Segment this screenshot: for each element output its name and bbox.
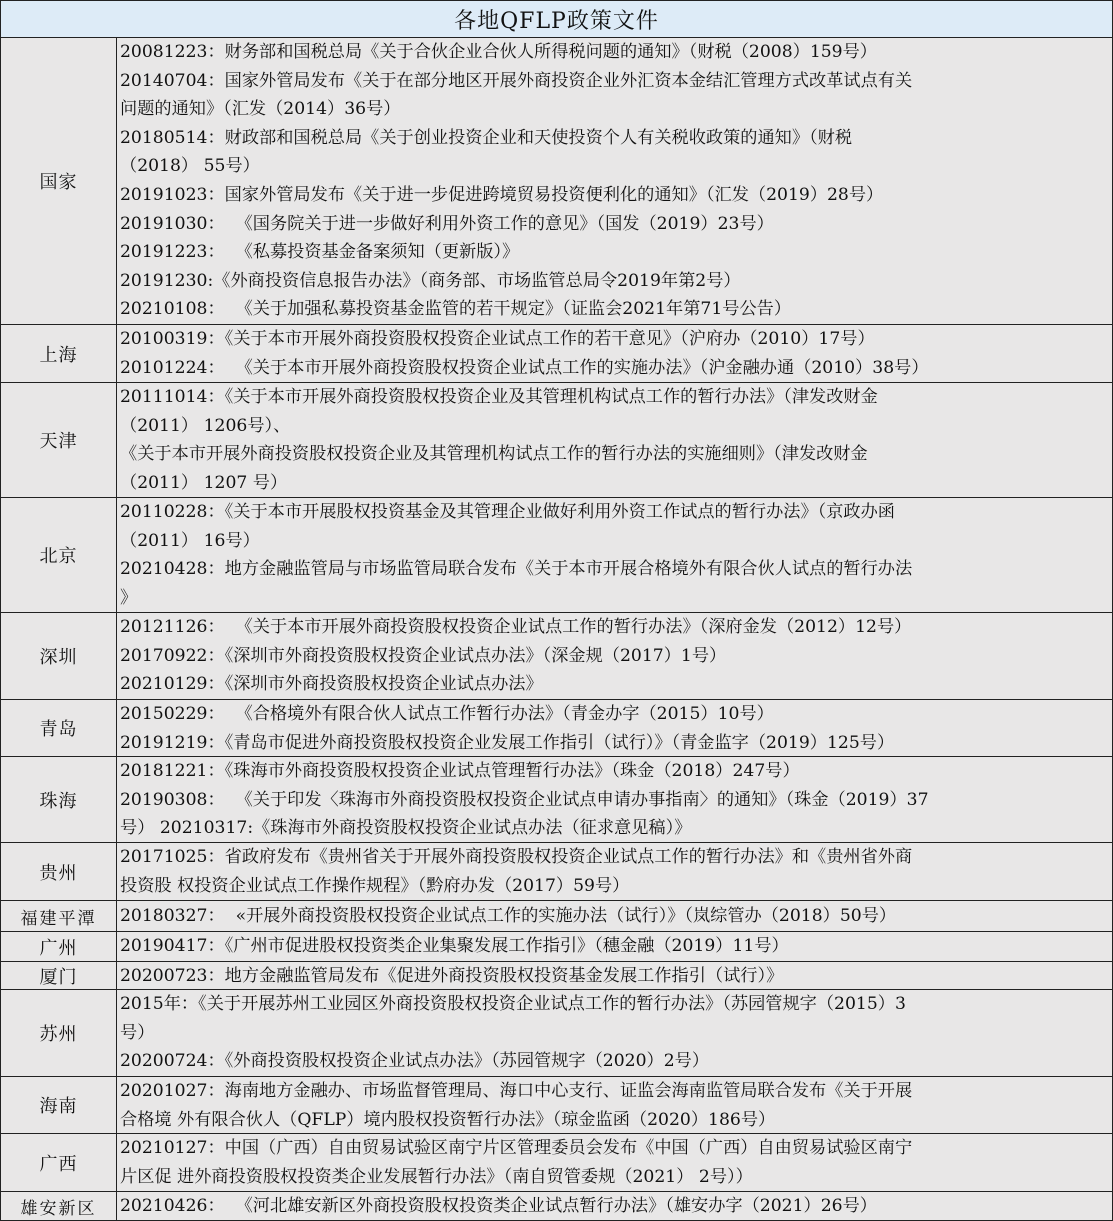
document-line: 20210127：中国（广西）自由贸易试验区南宁片区管理委员会发布《中国（广西）自由贸易试验区南宁	[120, 1138, 913, 1158]
document-line: 20190417：《广州市促进股权投资类企业集聚发展工作指引》（穗金融（2019）11号）	[120, 936, 789, 957]
document-line: 合格境 外有限合伙人（QFLP）境内股权投资暂行办法》（琼金监函（2020）186号）	[120, 1109, 776, 1130]
document-line: 投资股 权投资企业试点工作操作规程》（黔府办发（2017）59号）	[120, 875, 630, 896]
document-line: 20191230:《外商投资信息报告办法》（商务部、市场监管总局令2019年第2号）	[120, 270, 741, 291]
documents-cell	[117, 932, 1112, 961]
documents-cell	[117, 325, 1112, 382]
region-cell: 上海	[1, 325, 117, 382]
document-line: （2018） 55号）	[120, 156, 260, 177]
region-cell: 珠海	[1, 757, 117, 842]
documents-cell	[117, 843, 1112, 900]
document-line: 20210426： 《河北雄安新区外商投资股权投资类企业试点暂行办法》（雄安办字（2021）26号）	[120, 1196, 877, 1216]
document-line: 20191223： 《私募投资基金备案须知（更新版）》	[120, 242, 520, 263]
documents-cell	[117, 383, 1112, 497]
document-line: 20100319：《关于本市开展外商投资股权投资企业试点工作的若干意见》（沪府办（2010）17号）	[120, 329, 875, 349]
region-cell: 雄安新区	[1, 1192, 117, 1220]
table-row-0	[1, 38, 1112, 325]
region-cell: 国家	[1, 38, 117, 324]
documents-cell	[117, 700, 1112, 756]
documents-cell	[117, 962, 1112, 989]
documents-cell	[117, 990, 1112, 1076]
document-line: 20121126： 《关于本市开展外商投资股权投资企业试点工作的暂行办法》（深府金发（2012）12号）	[120, 617, 912, 638]
region-cell: 北京	[1, 498, 117, 612]
region-cell: 天津	[1, 383, 117, 497]
document-line: 20111014：《关于本市开展外商投资股权投资企业及其管理机构试点工作的暂行办法》（津发改财金	[120, 387, 878, 407]
document-line: 20191219：《青岛市促进外商投资股权投资企业发展工作指引（试行）》（青金监字（2019）125号）	[120, 732, 895, 753]
document-line: （2011） 1206号）、	[120, 415, 291, 436]
region-cell: 福建平潭	[1, 901, 117, 931]
documents-cell	[117, 1077, 1112, 1133]
document-line: 20171025：省政府发布《贵州省关于开展外商投资股权投资企业试点工作的暂行办法》和《贵州省外商	[120, 847, 913, 867]
table-row-3	[1, 498, 1112, 613]
document-line: 20210428：地方金融监管局与市场监管局联合发布《关于本市开展合格境外有限合伙人试点的暂行办法	[120, 559, 913, 580]
table-row-6	[1, 757, 1112, 843]
document-line: 20201027：海南地方金融办、市场监督管理局、海口中心支行、证监会海南监管局联合发布《关于开展	[120, 1081, 913, 1101]
document-line: 20191023：国家外管局发布《关于进一步促进跨境贸易投资便利化的通知》（汇发（2019）28号）	[120, 184, 884, 205]
document-line: 20180514：财政部和国税总局《关于创业投资企业和天使投资个人有关税收政策的通知》（财税	[120, 127, 853, 148]
region-cell: 贵州	[1, 843, 117, 900]
table-row-2	[1, 383, 1112, 498]
document-line: 20210129：《深圳市外商投资股权投资企业试点办法》	[120, 674, 543, 695]
document-line: （2011） 16号）	[120, 530, 260, 551]
table-row-7	[1, 843, 1112, 901]
document-line: 20210108： 《关于加强私募投资基金监管的若干规定》（证监会2021年第71号公告）	[120, 299, 792, 320]
document-line: 20150229： 《合格境外有限合伙人试点工作暂行办法》（青金办字（2015）10号）	[120, 704, 774, 724]
document-line: 20180327： «开展外商投资股权投资企业试点工作的实施办法（试行）》（岚综管办（2018）50号）	[120, 905, 897, 926]
table-body	[1, 38, 1112, 1220]
document-line: 20110228：《关于本市开展股权投资基金及其管理企业做好利用外资工作试点的暂行办法》（京政办函	[120, 502, 895, 522]
documents-cell	[117, 901, 1112, 931]
table-row-13	[1, 1134, 1112, 1192]
table-row-9	[1, 932, 1112, 962]
document-line: 问题的通知》（汇发（2014）36号）	[120, 99, 401, 120]
region-cell: 广州	[1, 932, 117, 961]
region-cell: 苏州	[1, 990, 117, 1076]
table-title: 各地QFLP政策文件	[1, 1, 1112, 38]
table-row-12	[1, 1077, 1112, 1134]
table-row-1	[1, 325, 1112, 383]
document-line: 20101224： 《关于本市开展外商投资股权投资企业试点工作的实施办法》（沪金融办通（2010）38号）	[120, 357, 929, 378]
document-line: 2015年：《关于开展苏州工业园区外商投资股权投资企业试点工作的暂行办法》（苏园管规字（2015）3	[120, 994, 906, 1015]
documents-cell	[117, 1134, 1112, 1191]
document-line: 20181221：《珠海市外商投资股权投资企业试点管理暂行办法》（珠金（2018）247号）	[120, 761, 800, 781]
document-line: 号）	[120, 1022, 155, 1043]
document-line: 20190308： 《关于印发〈珠海市外商投资股权投资企业试点申请办事指南〉的通知》（珠金（2019）37	[120, 789, 929, 810]
document-line: 20200723：地方金融监管局发布《促进外商投资股权投资基金发展工作指引（试行）》	[120, 966, 784, 986]
document-line: 20170922：《深圳市外商投资股权投资企业试点办法》（深金规（2017）1号）	[120, 645, 727, 666]
documents-cell	[117, 757, 1112, 842]
region-cell: 青岛	[1, 700, 117, 756]
table-row-5	[1, 700, 1112, 757]
region-cell: 广西	[1, 1134, 117, 1191]
document-line: （2011） 1207 号）	[120, 472, 288, 493]
table-row-10	[1, 962, 1112, 990]
table-row-4	[1, 613, 1112, 700]
documents-cell	[117, 613, 1112, 699]
document-line: 《关于本市开展外商投资股权投资企业及其管理机构试点工作的暂行办法的实施细则》（津发改财金	[120, 444, 868, 465]
document-line: 号） 20210317:《珠海市外商投资股权投资企业试点办法（征求意见稿）》	[120, 818, 692, 839]
documents-cell	[117, 1192, 1112, 1220]
document-line: 20081223：财务部和国税总局《关于合伙企业合伙人所得税问题的通知》（财税（2008）159号）	[120, 42, 877, 62]
document-line: 》	[120, 587, 138, 608]
region-cell: 深圳	[1, 613, 117, 699]
document-line: 20200724：《外商投资股权投资企业试点办法》（苏园管规字（2020）2号）	[120, 1051, 710, 1072]
table-row-8	[1, 901, 1112, 932]
table-row-14	[1, 1192, 1112, 1220]
documents-cell	[117, 498, 1112, 612]
region-cell: 厦门	[1, 962, 117, 989]
region-cell: 海南	[1, 1077, 117, 1133]
documents-cell	[117, 38, 1112, 324]
table-row-11	[1, 990, 1112, 1077]
document-line: 20140704：国家外管局发布《关于在部分地区开展外商投资企业外汇资本金结汇管理方式改革试点有关	[120, 70, 913, 91]
document-line: 片区促 进外商投资股权投资类企业发展暂行办法》（南自贸管委规（2021） 2号））	[120, 1166, 753, 1187]
document-line: 20191030： 《国务院关于进一步做好利用外资工作的意见》（国发（2019）23号）	[120, 213, 774, 234]
